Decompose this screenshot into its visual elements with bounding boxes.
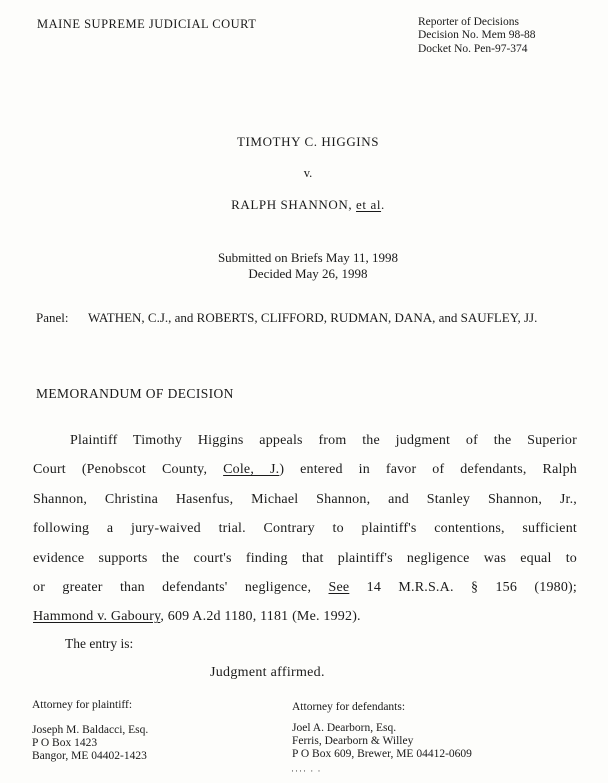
attorney-defendants-address — [292, 722, 472, 762]
attorney-address-line: Bangor, ME 04402-1423 — [32, 750, 147, 763]
reporter-line: Reporter of Decisions — [418, 16, 519, 28]
attorney-plaintiff-label: Attorney for plaintiff: — [32, 699, 133, 711]
memo-body-line: Hammond v. Gaboury, 609 A.2d 1180, 1181 (Me. 1992). — [33, 609, 361, 625]
attorney-name: Joel A. Dearborn, Esq. — [292, 722, 397, 734]
memo-body-line: or greater than defendants' negligence, See 14 M.R.S.A. § 156 (1980); — [33, 579, 577, 595]
dates-block — [0, 250, 608, 282]
caption-defendants: RALPH SHANNON, et al. — [231, 197, 385, 212]
court-name: MAINE SUPREME JUDICIAL COURT — [37, 17, 257, 31]
decision-number: Decision No. Mem 98-88 — [418, 29, 536, 42]
panel-label: Panel: — [36, 310, 69, 325]
memo-body-line: Plaintiff Timothy Higgins appeals from the judgment of the Superior — [70, 433, 577, 448]
attorney-defendants-label: Attorney for defendants: — [292, 701, 406, 713]
docket-number: Docket No. Pen-97-374 — [418, 42, 528, 55]
memo-body-line: evidence supports the court's finding that plaintiff's negligence was equal to — [33, 550, 577, 566]
decided-date: Decided May 26, 1998 — [248, 266, 368, 281]
attorney-address-line: P O Box 609, Brewer, ME 04412-0609 — [292, 748, 472, 761]
judgment-line: Judgment affirmed. — [210, 665, 325, 680]
memorandum-heading: MEMORANDUM OF DECISION — [36, 386, 234, 401]
submitted-date: Submitted on Briefs May 11, 1998 — [217, 250, 399, 265]
memo-body-line: following a jury-waived trial. Contrary to plaintiff's contentions, sufficient — [33, 521, 577, 537]
panel-names: WATHEN, C.J., and ROBERTS, CLIFFORD, RUDMAN, DANA, and SAUFLEY, JJ. — [88, 310, 538, 325]
attorney-address-line: P O Box 1423 — [32, 737, 98, 750]
attorney-name: Joseph M. Baldacci, Esq. — [32, 724, 149, 736]
attorney-firm: Ferris, Dearborn & Willey — [292, 735, 414, 748]
caption-plaintiff: TIMOTHY C. HIGGINS — [236, 134, 380, 149]
reporter-block — [418, 16, 536, 56]
scan-artifact: ···· · · — [291, 766, 322, 776]
memo-body-line: Court (Penobscot County, Cole, J.) entered in favor of defendants, Ralph — [33, 462, 577, 478]
attorney-plaintiff-address — [32, 724, 148, 764]
memorandum-body — [33, 426, 577, 632]
panel-block — [36, 309, 576, 326]
caption-versus: v. — [303, 166, 313, 180]
entry-line: The entry is: — [65, 636, 134, 651]
memo-body-line: Shannon, Christina Hasenfus, Michael Shannon, and Stanley Shannon, Jr., — [33, 491, 577, 507]
